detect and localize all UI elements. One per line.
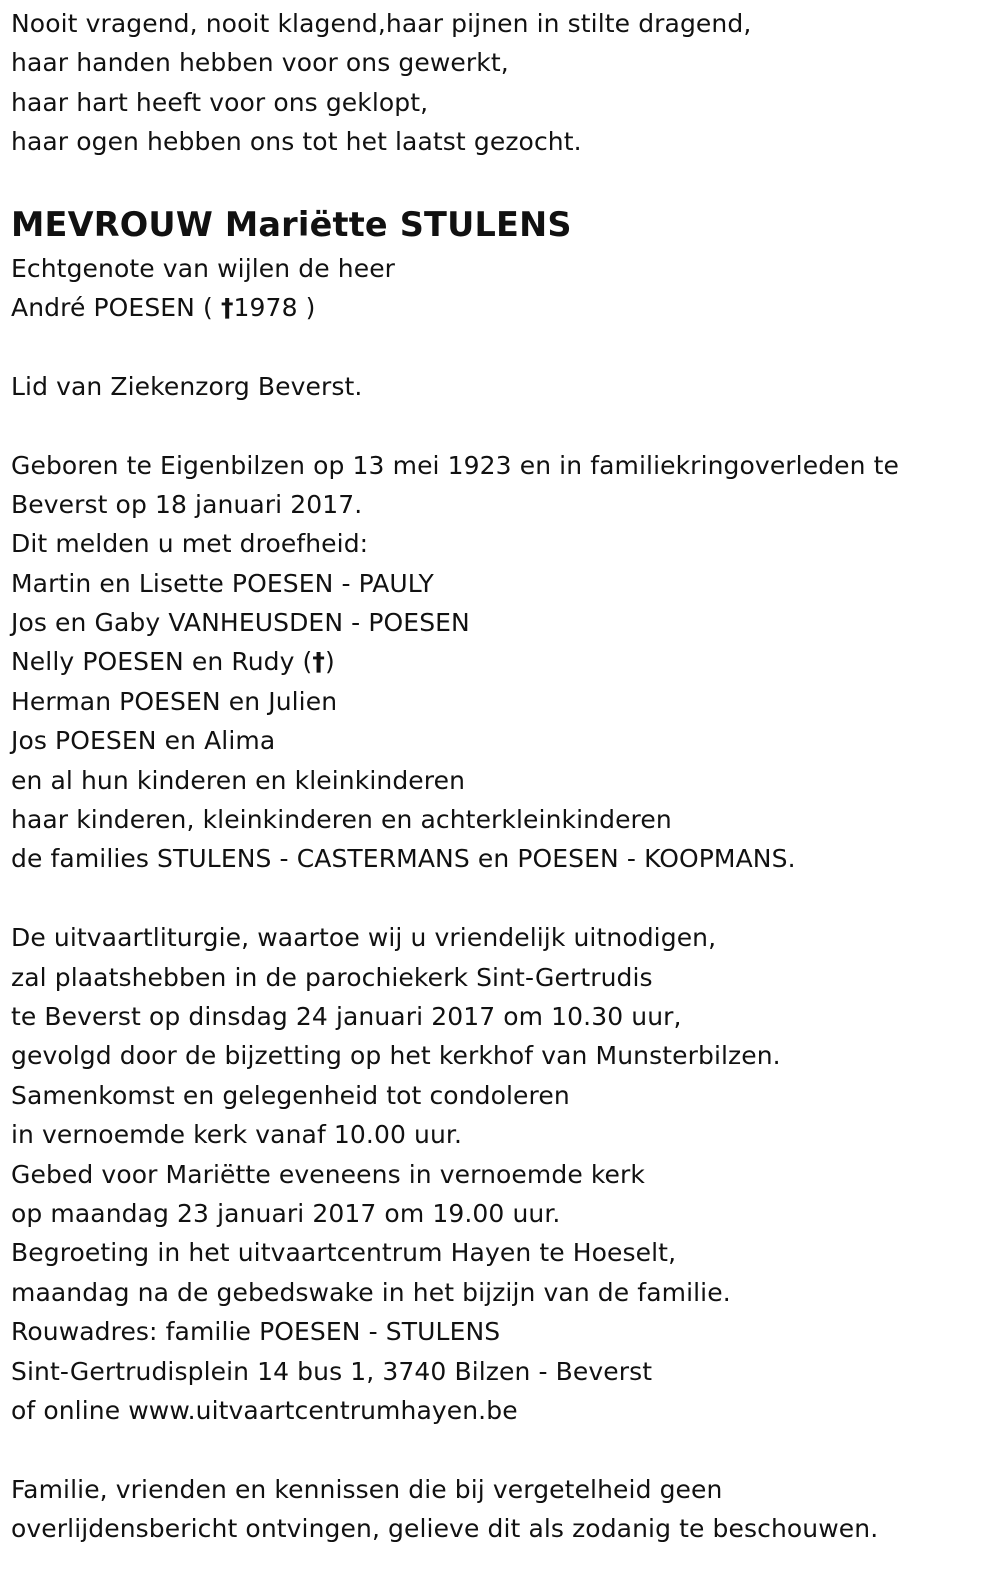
- funeral-line: op maandag 23 januari 2017 om 19.00 uur.: [11, 1198, 561, 1228]
- funeral-line: Begroeting in het uitvaartcentrum Hayen te Hoeselt,: [11, 1238, 677, 1268]
- family-member: de families STULENS - CASTERMANS en POESEN - KOOPMANS.: [11, 844, 796, 874]
- mourning-address-street: Sint-Gertrudisplein 14 bus 1, 3740 Bilzen - Beverst: [11, 1356, 653, 1386]
- spouse-name: André POESEN (: [11, 292, 221, 322]
- funeral-line: Gebed voor Mariëtte eveneens in vernoemde kerk: [11, 1159, 645, 1189]
- spouse-death-year: 1978 ): [233, 292, 316, 322]
- poem-line: haar handen hebben voor ons gewerkt,: [11, 48, 509, 78]
- funeral-line: De uitvaartliturgie, waartoe wij u vriendelijk uitnodigen,: [11, 923, 717, 953]
- spouse-info: [11, 249, 990, 328]
- funeral-line: Samenkomst en gelegenheid tot condoleren: [11, 1080, 570, 1110]
- funeral-line: te Beverst op dinsdag 24 januari 2017 om 10.30 uur,: [11, 1001, 682, 1031]
- deceased-name-title: MEVROUW Mariëtte STULENS: [11, 204, 572, 244]
- family-member: Jos POESEN en Alima: [11, 726, 276, 756]
- family-member: haar kinderen, kleinkinderen en achterkleinkinderen: [11, 805, 672, 835]
- cross-icon: †: [220, 292, 234, 322]
- poem-line: haar ogen hebben ons tot het laatst gezocht.: [11, 127, 582, 157]
- family-member: Jos en Gaby VANHEUSDEN - POESEN: [11, 608, 470, 638]
- family-member-name: Nelly POESEN en Rudy (: [11, 647, 313, 677]
- membership-text: Lid van Ziekenzorg Beverst.: [11, 371, 363, 401]
- poem: [11, 4, 990, 162]
- family-member: [11, 642, 990, 681]
- announcement-text: Dit melden u met droefheid:: [11, 529, 369, 559]
- spouse-line: Echtgenote van wijlen de heer: [11, 253, 396, 283]
- cross-icon: †: [312, 647, 326, 677]
- birth-line: Beverst op 18 januari 2017.: [11, 489, 363, 519]
- poem-line: haar hart heeft voor ons geklopt,: [11, 87, 429, 117]
- family-member: Martin en Lisette POESEN - PAULY: [11, 568, 434, 598]
- family-member-suffix: ): [325, 647, 335, 677]
- funeral-details: [11, 918, 990, 1430]
- family-list: [11, 564, 990, 879]
- funeral-line: gevolgd door de bijzetting op het kerkhof van Munsterbilzen.: [11, 1041, 781, 1071]
- mourning-address: Rouwadres: familie POESEN - STULENS: [11, 1317, 501, 1347]
- closing-note: [11, 1470, 990, 1549]
- poem-line: Nooit vragend, nooit klagend,haar pijnen in stilte dragend,: [11, 9, 752, 38]
- online-condolence-link: of online www.uitvaartcentrumhayen.be: [11, 1395, 518, 1425]
- family-member: en al hun kinderen en kleinkinderen: [11, 765, 466, 795]
- spouse-name-line: [11, 288, 990, 327]
- funeral-line: in vernoemde kerk vanaf 10.00 uur.: [11, 1120, 463, 1150]
- birth-line: Geboren te Eigenbilzen op 13 mei 1923 en in familiekringoverleden te: [11, 450, 900, 480]
- obituary-notice: [11, 4, 990, 1548]
- birth-death-info: [11, 446, 990, 525]
- family-member: Herman POESEN en Julien: [11, 686, 338, 716]
- closing-line: Familie, vrienden en kennissen die bij vergetelheid geen: [11, 1474, 723, 1504]
- funeral-line: zal plaatshebben in de parochiekerk Sint-Gertrudis: [11, 962, 653, 992]
- funeral-line: maandag na de gebedswake in het bijzijn van de familie.: [11, 1277, 731, 1307]
- closing-line: overlijdensbericht ontvingen, gelieve dit als zodanig te beschouwen.: [11, 1514, 879, 1544]
